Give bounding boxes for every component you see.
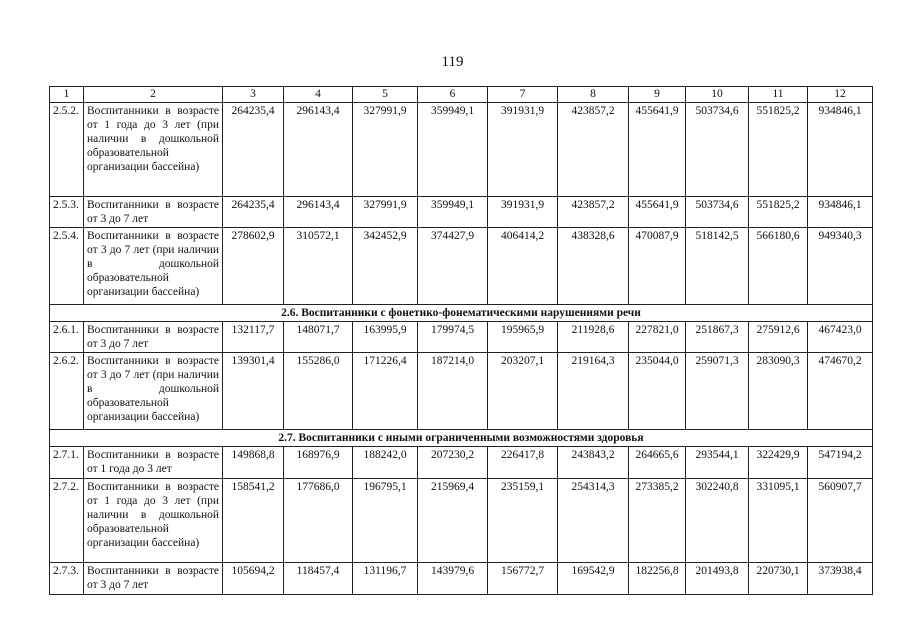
value-cell: 293544,1 xyxy=(686,447,749,479)
value-cell: 177686,0 xyxy=(284,479,353,563)
column-number: 5 xyxy=(353,87,418,103)
value-cell: 503734,6 xyxy=(686,197,749,228)
value-cell: 163995,9 xyxy=(353,322,418,353)
table-row xyxy=(50,447,873,479)
value-cell: 327991,9 xyxy=(353,103,418,197)
row-description: Воспитанники в возрасте от 3 до 7 лет (при наличии в дошкольной образовательной организации бассейна) xyxy=(84,228,223,305)
section-header-row xyxy=(50,305,873,322)
value-cell: 273385,2 xyxy=(629,479,686,563)
row-code: 2.5.2. xyxy=(50,103,84,197)
value-cell: 551825,2 xyxy=(749,197,808,228)
table-row xyxy=(50,197,873,228)
table-row xyxy=(50,563,873,595)
value-cell: 254314,3 xyxy=(558,479,629,563)
value-cell: 171226,4 xyxy=(353,353,418,430)
value-cell: 275912,6 xyxy=(749,322,808,353)
value-cell: 235044,0 xyxy=(629,353,686,430)
section-title: 2.6. Воспитанники с фонетико-фонематическими нарушениями речи xyxy=(50,305,873,322)
value-cell: 302240,8 xyxy=(686,479,749,563)
value-cell: 131196,7 xyxy=(353,563,418,595)
value-cell: 264665,6 xyxy=(629,447,686,479)
value-cell: 560907,7 xyxy=(808,479,873,563)
value-cell: 207230,2 xyxy=(418,447,488,479)
value-cell: 235159,1 xyxy=(488,479,558,563)
value-cell: 934846,1 xyxy=(808,103,873,197)
value-cell: 566180,6 xyxy=(749,228,808,305)
value-cell: 438328,6 xyxy=(558,228,629,305)
tariff-table xyxy=(49,86,873,595)
page-number: 119 xyxy=(441,54,464,70)
value-cell: 310572,1 xyxy=(284,228,353,305)
row-description: Воспитанники в возрасте от 3 до 7 лет xyxy=(84,322,223,353)
value-cell: 143979,6 xyxy=(418,563,488,595)
value-cell: 188242,0 xyxy=(353,447,418,479)
section-title: 2.7. Воспитанники с иными ограниченными возможностями здоровья xyxy=(50,430,873,447)
value-cell: 296143,4 xyxy=(284,103,353,197)
value-cell: 518142,5 xyxy=(686,228,749,305)
table-row xyxy=(50,322,873,353)
value-cell: 211928,6 xyxy=(558,322,629,353)
value-cell: 196795,1 xyxy=(353,479,418,563)
value-cell: 278602,9 xyxy=(223,228,284,305)
row-description: Воспитанники в возрасте от 3 до 7 лет xyxy=(84,563,223,595)
table-row xyxy=(50,228,873,305)
value-cell: 406414,2 xyxy=(488,228,558,305)
row-description: Воспитанники в возрасте от 1 года до 3 лет (при наличии в дошкольной образовательной организации бассейна) xyxy=(84,103,223,197)
value-cell: 455641,9 xyxy=(629,103,686,197)
row-description: Воспитанники в возрасте от 1 года до 3 лет (при наличии в дошкольной образовательной организации бассейна) xyxy=(84,479,223,563)
value-cell: 264235,4 xyxy=(223,197,284,228)
row-code: 2.7.2. xyxy=(50,479,84,563)
row-code: 2.7.3. xyxy=(50,563,84,595)
value-cell: 296143,4 xyxy=(284,197,353,228)
value-cell: 374427,9 xyxy=(418,228,488,305)
value-cell: 359949,1 xyxy=(418,197,488,228)
value-cell: 182256,8 xyxy=(629,563,686,595)
value-cell: 155286,0 xyxy=(284,353,353,430)
value-cell: 187214,0 xyxy=(418,353,488,430)
value-cell: 139301,4 xyxy=(223,353,284,430)
value-cell: 243843,2 xyxy=(558,447,629,479)
column-number: 11 xyxy=(749,87,808,103)
row-code: 2.5.4. xyxy=(50,228,84,305)
value-cell: 331095,1 xyxy=(749,479,808,563)
column-number: 9 xyxy=(629,87,686,103)
value-cell: 148071,7 xyxy=(284,322,353,353)
column-number: 8 xyxy=(558,87,629,103)
row-code: 2.7.1. xyxy=(50,447,84,479)
value-cell: 251867,3 xyxy=(686,322,749,353)
column-number: 4 xyxy=(284,87,353,103)
value-cell: 474670,2 xyxy=(808,353,873,430)
value-cell: 949340,3 xyxy=(808,228,873,305)
value-cell: 226417,8 xyxy=(488,447,558,479)
value-cell: 359949,1 xyxy=(418,103,488,197)
column-number: 3 xyxy=(223,87,284,103)
value-cell: 327991,9 xyxy=(353,197,418,228)
value-cell: 201493,8 xyxy=(686,563,749,595)
value-cell: 149868,8 xyxy=(223,447,284,479)
row-code: 2.5.3. xyxy=(50,197,84,228)
value-cell: 423857,2 xyxy=(558,197,629,228)
table-row xyxy=(50,103,873,197)
value-cell: 179974,5 xyxy=(418,322,488,353)
column-number: 7 xyxy=(488,87,558,103)
value-cell: 503734,6 xyxy=(686,103,749,197)
value-cell: 391931,9 xyxy=(488,197,558,228)
value-cell: 470087,9 xyxy=(629,228,686,305)
column-number-row xyxy=(50,87,873,103)
value-cell: 342452,9 xyxy=(353,228,418,305)
value-cell: 264235,4 xyxy=(223,103,284,197)
value-cell: 203207,1 xyxy=(488,353,558,430)
value-cell: 423857,2 xyxy=(558,103,629,197)
value-cell: 219164,3 xyxy=(558,353,629,430)
column-number: 10 xyxy=(686,87,749,103)
value-cell: 105694,2 xyxy=(223,563,284,595)
row-description: Воспитанники в возрасте от 1 года до 3 лет xyxy=(84,447,223,479)
row-description: Воспитанники в возрасте от 3 до 7 лет (при наличии в дошкольной образовательной организации бассейна) xyxy=(84,353,223,430)
row-code: 2.6.2. xyxy=(50,353,84,430)
value-cell: 215969,4 xyxy=(418,479,488,563)
column-number: 6 xyxy=(418,87,488,103)
value-cell: 455641,9 xyxy=(629,197,686,228)
section-header-row xyxy=(50,430,873,447)
value-cell: 156772,7 xyxy=(488,563,558,595)
value-cell: 132117,7 xyxy=(223,322,284,353)
value-cell: 195965,9 xyxy=(488,322,558,353)
value-cell: 158541,2 xyxy=(223,479,284,563)
value-cell: 391931,9 xyxy=(488,103,558,197)
value-cell: 551825,2 xyxy=(749,103,808,197)
row-description: Воспитанники в возрасте от 3 до 7 лет xyxy=(84,197,223,228)
value-cell: 283090,3 xyxy=(749,353,808,430)
table-row xyxy=(50,353,873,430)
value-cell: 220730,1 xyxy=(749,563,808,595)
value-cell: 169542,9 xyxy=(558,563,629,595)
value-cell: 322429,9 xyxy=(749,447,808,479)
row-code: 2.6.1. xyxy=(50,322,84,353)
value-cell: 934846,1 xyxy=(808,197,873,228)
value-cell: 547194,2 xyxy=(808,447,873,479)
value-cell: 168976,9 xyxy=(284,447,353,479)
value-cell: 373938,4 xyxy=(808,563,873,595)
value-cell: 118457,4 xyxy=(284,563,353,595)
column-number: 12 xyxy=(808,87,873,103)
column-number: 1 xyxy=(50,87,84,103)
value-cell: 467423,0 xyxy=(808,322,873,353)
value-cell: 259071,3 xyxy=(686,353,749,430)
column-number: 2 xyxy=(84,87,223,103)
value-cell: 227821,0 xyxy=(629,322,686,353)
table-row xyxy=(50,479,873,563)
